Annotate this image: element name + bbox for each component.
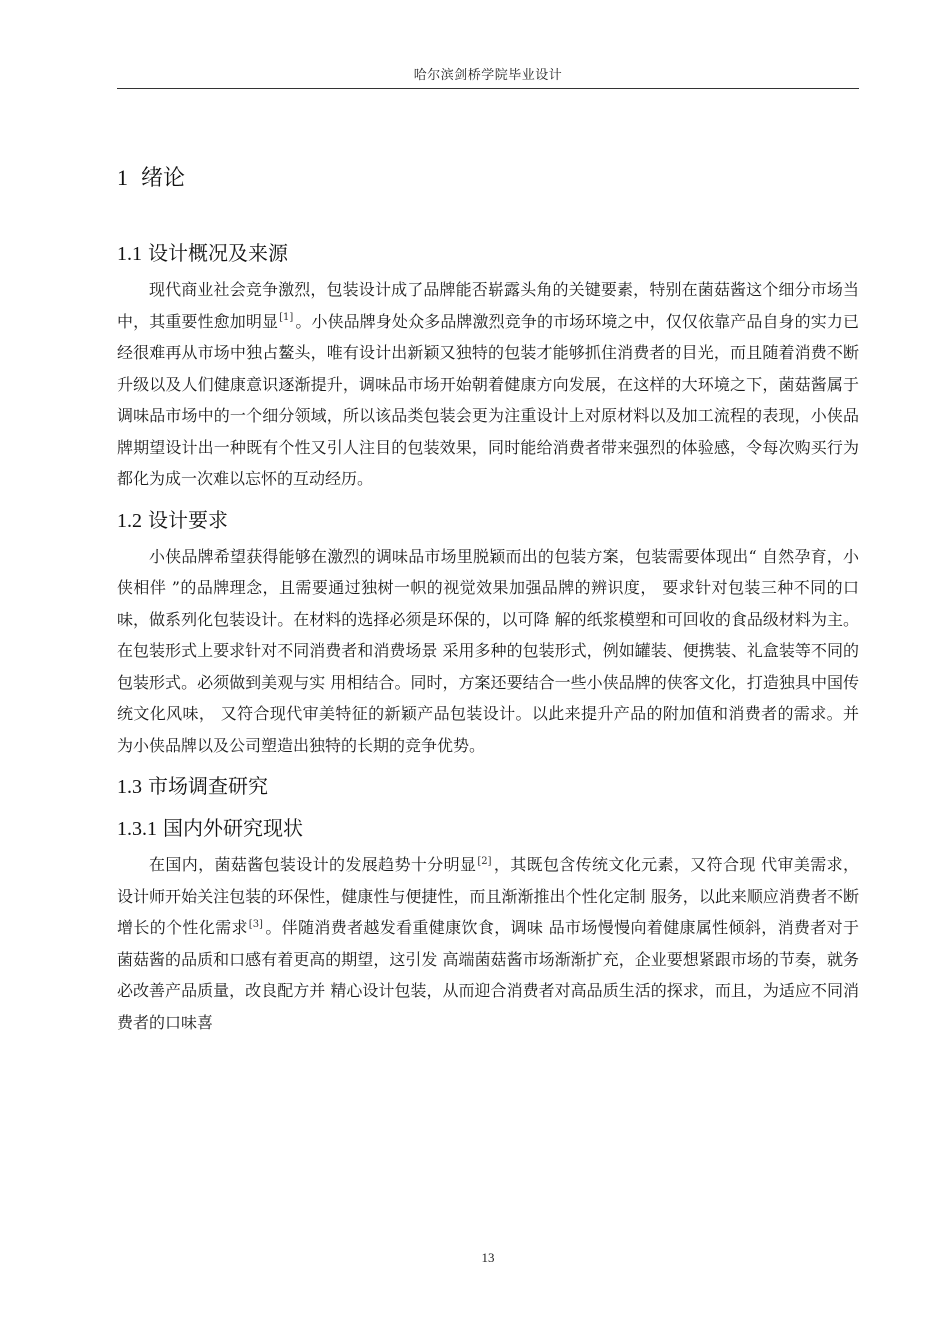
- section-heading-1-1: [117, 236, 859, 270]
- paragraph-text: ，其既包含传统文化元素，又符合现 代审美需求，设计师开始关注包装的环保性，健康性与便捷性，而且渐渐推出个性化定制 服务，以此来顺应消费者不断增长的个性化需求: [117, 855, 859, 937]
- citation-3: [3]: [248, 918, 263, 930]
- section-heading-1-3: [117, 769, 859, 803]
- chapter-number: 1: [117, 165, 128, 190]
- subsection-heading-1-3-1: [117, 811, 859, 845]
- citation-2: [2]: [477, 855, 492, 867]
- page-content: [117, 158, 859, 1038]
- subsection-title: 国内外研究现状: [163, 816, 303, 840]
- running-header: 哈尔滨剑桥学院毕业设计: [413, 68, 563, 83]
- chapter-title: 绪论: [141, 166, 186, 191]
- paragraph-text: 。伴随消费者越发看重健康饮食，调味 品市场慢慢向着健康属性倾斜，消费者对于菌菇酱的品质和口感有着更高的期望，这引发 高端菌菇酱市场渐渐扩充，企业要想紧跟市场的节奏，就务必改善产品质量，改良配方并 精心设计包装，从而迎合消费者对高品质生活的探求，而且，为适应不同消费者的口味喜: [117, 918, 859, 1032]
- section-number: 1.3: [117, 776, 142, 798]
- section-title: 市场调查研究: [148, 774, 268, 798]
- section-title: 设计要求: [148, 507, 228, 532]
- paragraph-text: 。小侠品牌身处众多品牌激烈竞争的市场环境之中，仅仅依靠产品自身的实力已经很难再从市场中独占鳌头，唯有设计出新颖又独特的包装才能够抓住消费者的目光，而且随着消费不断升级以及人们健康意识逐渐提升，调味品市场开始朝着健康方向发展，在这样的大环境之下，菌菇酱属于调味品市场中的一个细分领域，所以该品类包装会更为注重设计上对原材料以及加工流程的表现，小侠品牌期望设计出一种既有个性又引人注目的包装效果，同时能给消费者带来强烈的体验感，令每次购买行为都化为成一次难以忘怀的互动经历。: [117, 311, 859, 488]
- page-number: 13: [481, 1250, 495, 1265]
- citation-1: [1]: [279, 312, 294, 324]
- section-number: 1.2: [117, 509, 142, 532]
- paragraph-1-3-1: [117, 849, 859, 1038]
- subsection-number: 1.3.1: [117, 818, 157, 840]
- paragraph-1-1: [117, 274, 859, 495]
- paragraph-1-2: 小侠品牌希望获得能够在激烈的调味品市场里脱颖而出的包装方案，包装需要体现出“ 自然孕育，小侠相伴 ”的品牌理念，且需要通过独树一帜的视觉效果加强品牌的辨识度， 要求针对包装三种不同的口味，做系列化包装设计。在材料的选择必须是环保的，以可降 解的纸浆模塑和可回收的食品级材料为主。在包装形式上要求针对不同消费者和消费场景 采用多种的包装形式，例如罐装、便携装、礼盒装等不同的包装形式。必须做到美观与实 用相结合。同时，方案还要结合一些小侠品牌的侠客文化，打造独具中国传统文化风味， 又符合现代审美特征的新颖产品包装设计。以此来提升产品的附加值和消费者的需求。并 为小侠品牌以及公司塑造出独特的长期的竞争优势。: [117, 546, 859, 755]
- paragraph-text: 在国内，菌菇酱包装设计的发展趋势十分明显: [149, 855, 477, 874]
- paragraph-text: 现代商业社会竞争激烈，包装设计成了品牌能否崭露头角的关键要素，特别在菌菇酱这个细分市场当中，其重要性愈加明显: [117, 280, 859, 331]
- section-heading-1-2: [117, 503, 859, 537]
- section-number: 1.1: [117, 243, 142, 265]
- header-rule: [117, 88, 859, 89]
- section-title: 设计概况及来源: [148, 241, 288, 265]
- chapter-heading: [117, 158, 859, 198]
